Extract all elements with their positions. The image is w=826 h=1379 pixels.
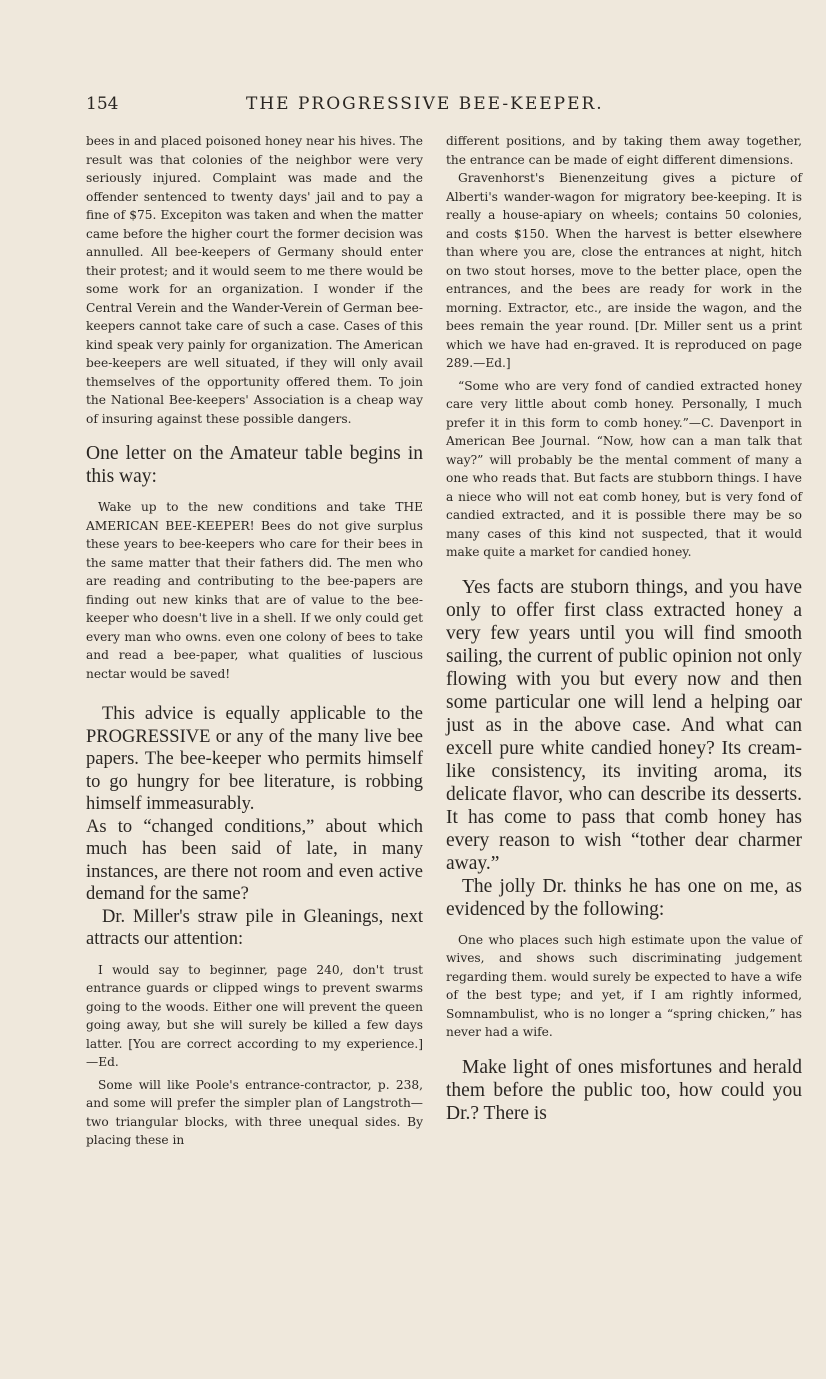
paragraph: different positions, and by taking them away together, the entrance can be made of eight different dimensions. [446, 134, 802, 167]
paragraph: As to “changed conditions,” about which much has been said of late, in many instances, are there not room and even active demand for the same? [86, 816, 423, 904]
right-column [446, 132, 802, 1125]
heading-paragraph: One letter on the Amateur table begins in this way: [86, 443, 423, 487]
paragraph: Gravenhorst's Bienenzeitung gives a picture of Alberti's wander-wagon for migratory bee-keeping. It is really a house-apiary on wheels; contains 50 colonies, and costs $150. When the harvest is better elsewhere than where you are, close the entrances at night, hitch on two stout horses, move to the better place, open the entrances, and the bees are ready for work in the morning. Extractor, etc., are inside the wagon, and the bees remain the year round. [Dr. Miller sent us a print which we have had en-graved. It is reproduced on page 289.—Ed.] [446, 171, 802, 370]
paragraph: This advice is equally applicable to the PROGRESSIVE or any of the many live bee papers. The bee-keeper who permits himself to go hungry for bee literature, is robbing himself immeasurably. [86, 704, 423, 814]
running-title: THE PROGRESSIVE BEE-KEEPER. [246, 94, 604, 114]
paragraph: Some will like Poole's entrance-contractor, p. 238, and some will prefer the simpler plan of Langstroth—two triangular blocks, with three unequal sides. By placing these in [86, 1077, 423, 1147]
paragraph: Make light of ones misfortunes and herald them before the public too, how could you Dr.? There is [446, 1056, 802, 1124]
paragraph: Dr. Miller's straw pile in Gleanings, next attracts our attention: [86, 906, 423, 949]
paragraph: The jolly Dr. thinks he has one on me, as evidenced by the following: [446, 875, 802, 920]
page-number: 154 [86, 94, 119, 114]
left-column [86, 132, 423, 1150]
quote-paragraph: One who places such high estimate upon the value of wives, and shows such discriminating judgement regarding them. would surely be expected to have a wife of the best type; and yet, if I am rightly informed, Somnambulist, who is no longer a “spring chicken,” has never had a wife. [446, 932, 802, 1039]
quote-paragraph: Wake up to the new conditions and take THE AMERICAN BEE-KEEPER! Bees do not give surplus these years to bee-keepers who care for their bees in the same matter that their fathers did. The men who are reading and contributing to the bee-papers are finding out new kinks that are of value to the bee-keeper who doesn't live in a shell. If we only could get every man who owns. even one colony of bees to take and read a bee-paper, what qualities of luscious nectar would be saved! [86, 500, 423, 681]
page-header [86, 94, 806, 120]
paragraph: “Some who are very fond of candied extracted honey care very little about comb honey. Personally, I much prefer it in this form to comb honey.”—C. Davenport in American Bee Journal. “Now, how can a man talk that way?” will probably be the mental comment of many a one who reads that. But facts are stubborn things. I have a niece who will not eat comb honey, but is very fond of candied extracted, and it is possible there may be so many cases of this kind not suspected, that it would make quite a market for candied honey. [446, 378, 802, 559]
quote-paragraph: I would say to beginner, page 240, don't trust entrance guards or clipped wings to prevent swarms going to the woods. Either one will prevent the queen going away, but she will surely be killed a few days latter. [You are correct according to my experience.] —Ed. [86, 962, 423, 1069]
paragraph: bees in and placed poisoned honey near his hives. The result was that colonies of the neighbor were very seriously injured. Complaint was made and the offender sentenced to twenty days' jail and to pay a fine of $75. Excepiton was taken and when the matter came before the higher court the former decision was annulled. All bee-keepers of Germany should enter their protest; and it would seem to me there would be some work for an organization. I wonder if the Central Verein and the Wander-Verein of German bee-keepers cannot take care of such a case. Cases of this kind speak very painly for organization. The American bee-keepers are well situated, if they will only avail themselves of the opportunity offered them. To join the National Bee-keepers' Association is a cheap way of insuring against these possible dangers. [86, 134, 423, 426]
paragraph: Yes facts are stuborn things, and you have only to offer first class extracted honey a very few years until you will find smooth sailing, the current of public opinion not only flowing with you but every now and then some particular one will lend a helping oar just as in the above case. And what can excell pure white candied honey? Its cream-like consistency, its inviting aroma, its delicate flavor, who can describe its desserts. It has come to pass that comb honey has every reason to wish “tother dear charmer away.” [446, 576, 802, 874]
